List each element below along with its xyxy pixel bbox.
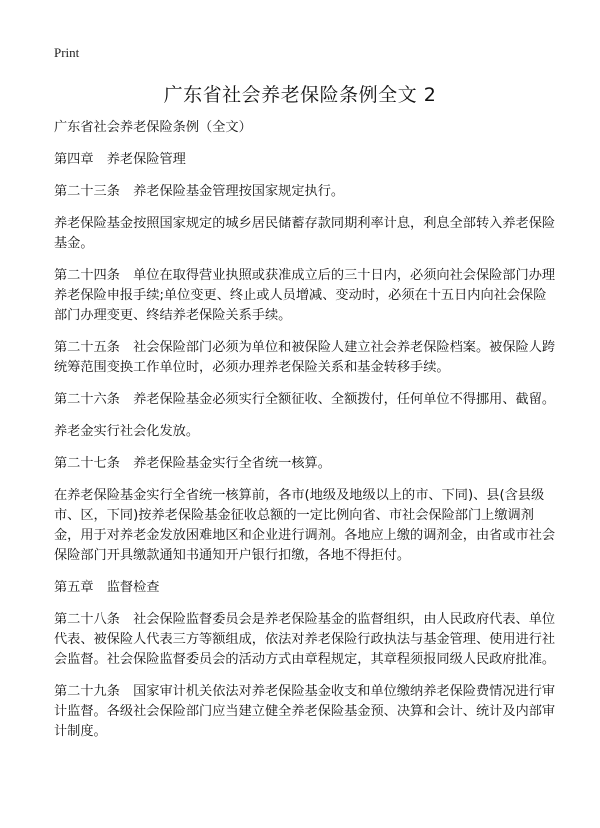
- chapter-heading: 第四章 养老保险管理: [54, 152, 186, 167]
- paragraph: 第二十四条 单位在取得营业执照或获准成立后的三十日内，必须向社会保险部门办理养老保险申报手续;单位变更、终止或人员增减、变动时，必须在十五日内向社会保险部门办理变更、终结养老保险关系手续。: [54, 268, 556, 323]
- paragraph: 养老金实行社会化发放。: [54, 424, 200, 439]
- paragraph: 第二十三条 养老保险基金管理按国家规定执行。: [54, 184, 345, 199]
- paragraph: 养老保险基金按照国家规定的城乡居民储蓄存款同期利率计息，利息全部转入养老保险基金。: [54, 216, 556, 251]
- paragraph: 第二十七条 养老保险基金实行全省统一核算。: [54, 456, 331, 471]
- paragraph: 第二十八条 社会保险监督委员会是养老保险基金的监督组织，由人民政府代表、单位代表、被保险人代表三方等额组成，依法对养老保险行政执法与基金管理、使用进行社会监督。社会保险监督委员会的活动方式由章程规定，其章程须报同级人民政府批准。: [54, 612, 556, 667]
- paragraph: 第二十五条 社会保险部门必须为单位和被保险人建立社会养老保险档案。被保险人跨统筹范围变换工作单位时，必须办理养老保险关系和基金转移手续。: [54, 340, 556, 375]
- paragraph-subtitle: 广东省社会养老保险条例（全文）: [54, 120, 252, 135]
- paragraph: 在养老保险基金实行全省统一核算前，各市(地级及地级以上的市、下同)、县(含县级市、区，下同)按养老保险基金征收总额的一定比例向省、市社会保险部门上缴调剂金，用于对养老金发放困难地区和企业进行调剂。各地应上缴的调剂金，由省或市社会保险部门开具缴款通知书通知开户银行扣缴，各地不得拒付。: [54, 488, 556, 563]
- chapter-heading: 第五章 监督检查: [54, 580, 160, 595]
- page-title: 广东省社会养老保险条例全文 2: [163, 84, 437, 106]
- paragraph: 第二十六条 养老保险基金必须实行全额征收、全额拨付，任何单位不得挪用、截留。: [54, 392, 556, 407]
- document-body: [54, 118, 556, 754]
- paragraph: 第二十九条 国家审计机关依法对养老保险基金收支和单位缴纳养老保险费情况进行审计监督。各级社会保险部门应当建立健全养老保险基金预、决算和会计、统计及内部审计制度。: [54, 684, 556, 739]
- print-label: Print: [54, 45, 80, 60]
